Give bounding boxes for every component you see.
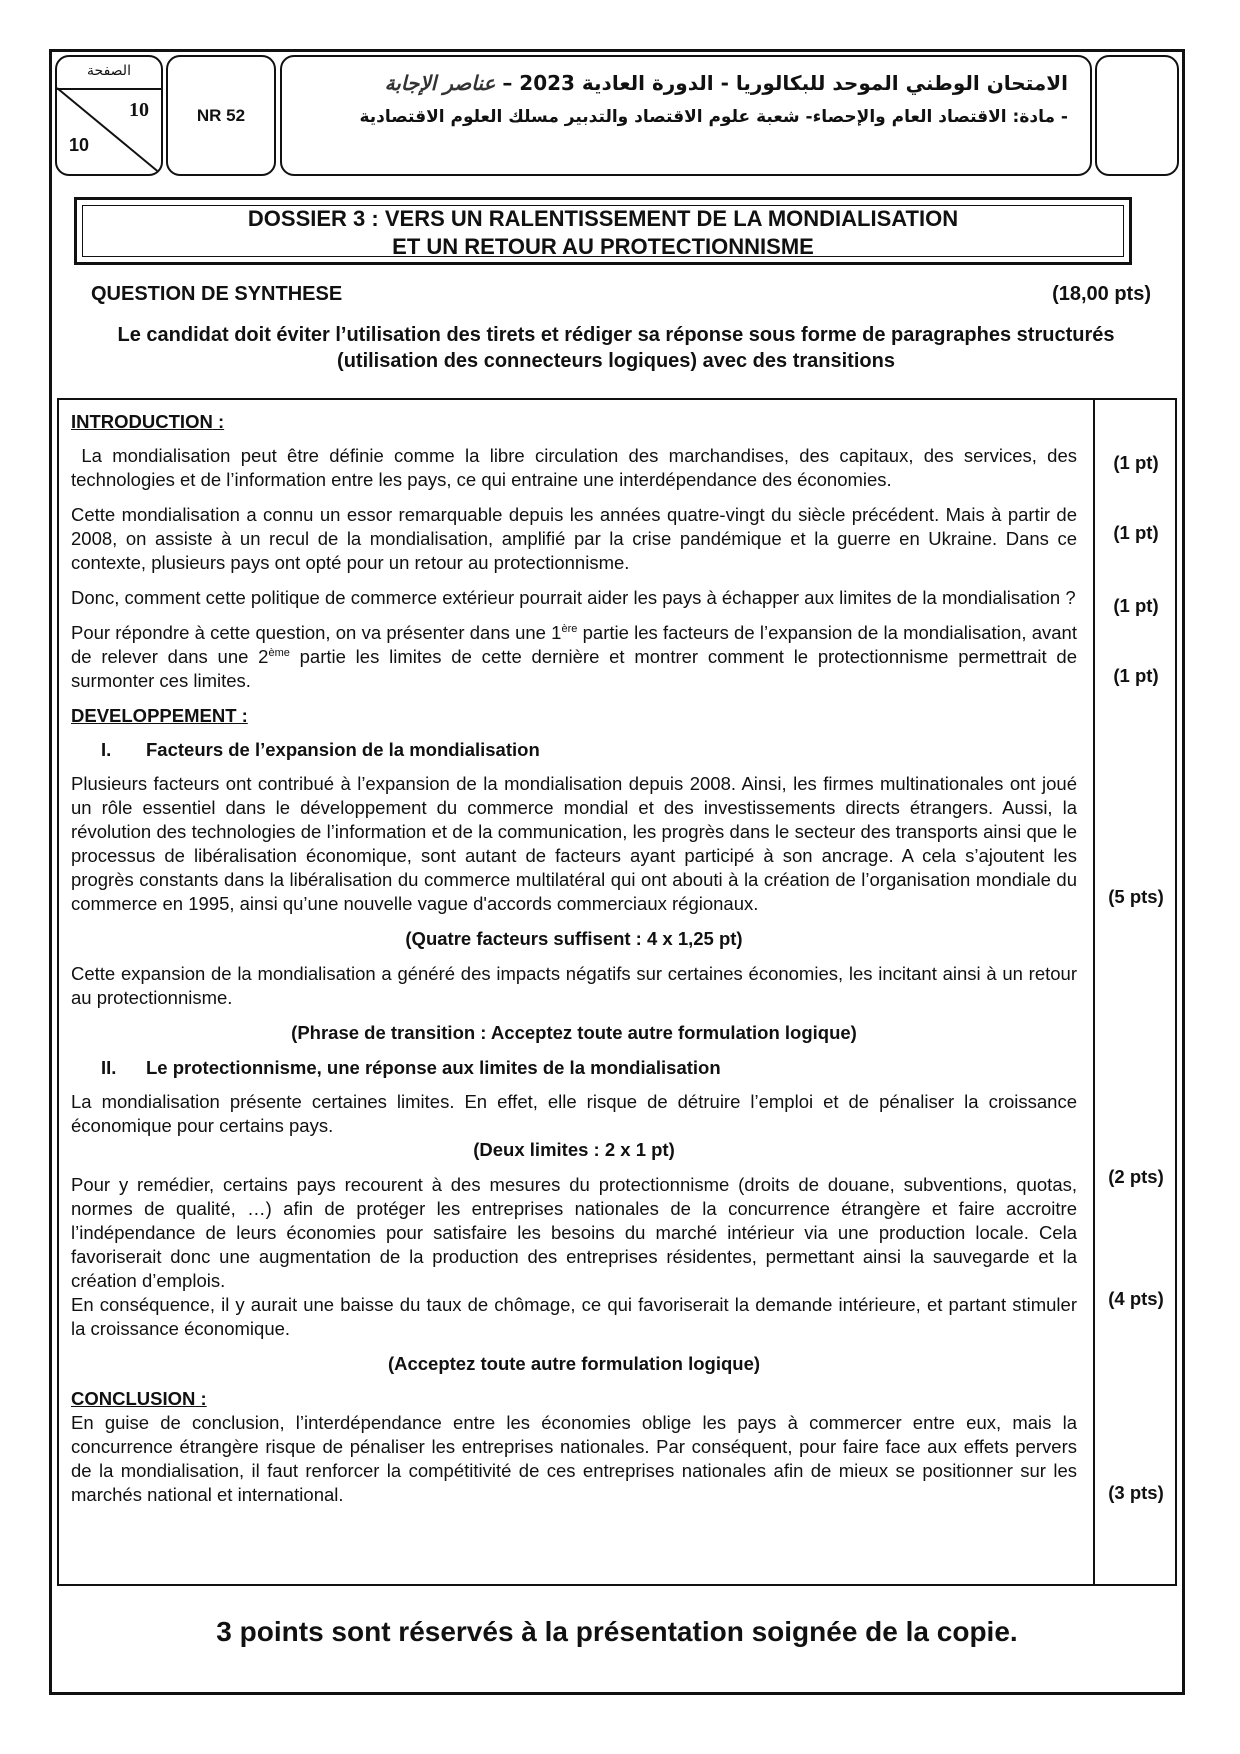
intro-paragraph-3: Donc, comment cette politique de commerce extérieur pourrait aider les pays à échapper aux limites de la mondialisation ?	[71, 587, 1076, 608]
dossier-title-line-2: ET UN RETOUR AU PROTECTIONNISME	[392, 234, 814, 259]
score-column-divider	[1093, 400, 1095, 1584]
question-title: QUESTION DE SYNTHESE	[91, 283, 343, 305]
answer-key-stamp: عناصر الإجابة	[384, 71, 496, 95]
development-heading: DEVELOPPEMENT :	[71, 705, 248, 726]
exam-title: الامتحان الوطني الموحد للبكالوريا - الدورة العادية 2023 –	[502, 71, 1068, 95]
conclusion-heading: CONCLUSION :	[71, 1388, 207, 1409]
page-total: 10	[69, 135, 90, 155]
section-2-paragraph-2: Pour y remédier, certains pays recourent à des mesures du protectionnisme (droits de douane, subventions, quotas, normes de qualité, …) afin de protéger les entreprises nationales de la concurrence étrangère et faire accroitre l’indépendance de leurs économies pour satisfaire les besoins du marché intérieur via une production locale. Cela favoriserait donc une augmentation de la production des entreprises résidentes, permettant ainsi la sauvegarde et la création d’emplois.	[71, 1174, 1077, 1291]
section-1-note: (Quatre facteurs suffisent : 4 x 1,25 pt)	[405, 928, 743, 949]
candidate-instruction: Le candidat doit éviter l’utilisation des tirets et rédiger sa réponse sous forme de paragraphes structurés (utilisation des connecteurs logiques) avec des transitions	[117, 324, 1115, 372]
section-2-title: II. Le protectionnisme, une réponse aux limites de la mondialisation	[101, 1057, 721, 1078]
conclusion-paragraph: En guise de conclusion, l’interdépendance entre les économies oblige les pays à commercer entre eux, mais la concurrence étrangère risque de pénaliser les entreprises nationales. Par conséquent, pour faire face aux effets pervers de la mondialisation, il faut renforcer la compétitivité de ces entreprises nationales afin de mieux se positionner sur les marchés national et international.	[71, 1412, 1077, 1505]
intro-heading: INTRODUCTION :	[71, 411, 225, 432]
question-row	[91, 283, 1151, 306]
dossier-title-box	[74, 197, 1132, 265]
intro-paragraph-4: Pour répondre à cette question, on va présenter dans une 1ère partie les facteurs de l’expansion de la mondialisation, avant de relever dans une 2ème partie les limites de cette dernière et montrer comment le protectionnisme permettrait de surmonter ces limites.	[71, 622, 1077, 691]
blank-header-box	[1095, 55, 1179, 176]
section-2-paragraph-3: En conséquence, il y aurait une baisse du taux de chômage, ce qui favoriserait la demande intérieure, et partant stimuler la croissance économique.	[71, 1294, 1077, 1339]
score-intro-4: (1 pt)	[1113, 665, 1159, 686]
answer-content	[71, 410, 1077, 1507]
score-intro-2: (1 pt)	[1113, 522, 1159, 543]
score-remedies: (4 pts)	[1108, 1288, 1164, 1309]
section-2-paragraph-1: La mondialisation présente certaines limites. En effet, elle risque de détruire l’emploi et de pénaliser la croissance économique pour certains pays.	[71, 1091, 1077, 1136]
score-limits: (2 pts)	[1108, 1166, 1164, 1187]
exam-code: NR 52	[196, 105, 246, 125]
transition-paragraph: Cette expansion de la mondialisation a généré des impacts négatifs sur certaines économies, les incitant ainsi à un retour au protectionnisme.	[71, 963, 1077, 1008]
exam-title-line	[292, 71, 1068, 95]
page-number-box	[55, 55, 163, 176]
intro-paragraph-1: La mondialisation peut être définie comme la libre circulation des marchandises, des capitaux, des services, des technologies et de l’information entre les pays, ce qui entraine une interdépendance des économies.	[71, 445, 1078, 490]
exam-code-box	[166, 55, 276, 176]
presentation-note: 3 points sont réservés à la présentation soignée de la copie.	[216, 1616, 1018, 1647]
question-points: (18,00 pts)	[1052, 283, 1151, 305]
dossier-title-line-1: DOSSIER 3 : VERS UN RALENTISSEMENT DE LA MONDIALISATION	[247, 206, 959, 231]
section-2-note-2: (Acceptez toute autre formulation logique)	[387, 1353, 761, 1374]
exam-subject: - مادة: الاقتصاد العام والإحصاء- شعبة علوم الاقتصاد والتدبير مسلك العلوم الاقتصادية	[359, 107, 1068, 127]
section-1-paragraph: Plusieurs facteurs ont contribué à l’expansion de la mondialisation depuis 2008. Ainsi, les firmes multinationales ont joué un rôle essentiel dans le développement du commerce mondial et des investissements directs étrangers. Aussi, la révolution des technologies de l’information et de la communication, les progrès dans le secteur des transports ainsi que le processus de libéralisation économique, sont autant de facteurs ayant participé à son ancrage. A cela s’ajoutent les progrès constants dans la libéralisation du commerce multilatéral qui ont abouti à la création de l’organisation mondiale du commerce en 1995, ainsi qu’une nouvelle vague d'accords commerciaux régionaux.	[71, 773, 1077, 914]
section-2-note-1: (Deux limites : 2 x 1 pt)	[473, 1139, 675, 1160]
exam-title-box	[280, 55, 1092, 176]
score-conclusion: (3 pts)	[1108, 1482, 1164, 1503]
score-intro-1: (1 pt)	[1113, 452, 1159, 473]
page-current: 10	[129, 99, 149, 121]
page-label: الصفحة	[87, 63, 131, 79]
answer-table	[57, 398, 1177, 1586]
intro-paragraph-2: Cette mondialisation a connu un essor remarquable depuis les années quatre-vingt du siècle précédent. Mais à partir de 2008, on assiste à un recul de la mondialisation, amplifié par la crise pandémique et la guerre en Ukraine. Dans ce contexte, plusieurs pays ont opté pour un retour au protectionnisme.	[71, 504, 1077, 573]
transition-note: (Phrase de transition : Acceptez toute autre formulation logique)	[291, 1022, 857, 1043]
section-1-title: I. Facteurs de l’expansion de la mondialisation	[101, 739, 540, 760]
score-section-1: (5 pts)	[1108, 886, 1164, 907]
score-intro-3: (1 pt)	[1113, 595, 1159, 616]
